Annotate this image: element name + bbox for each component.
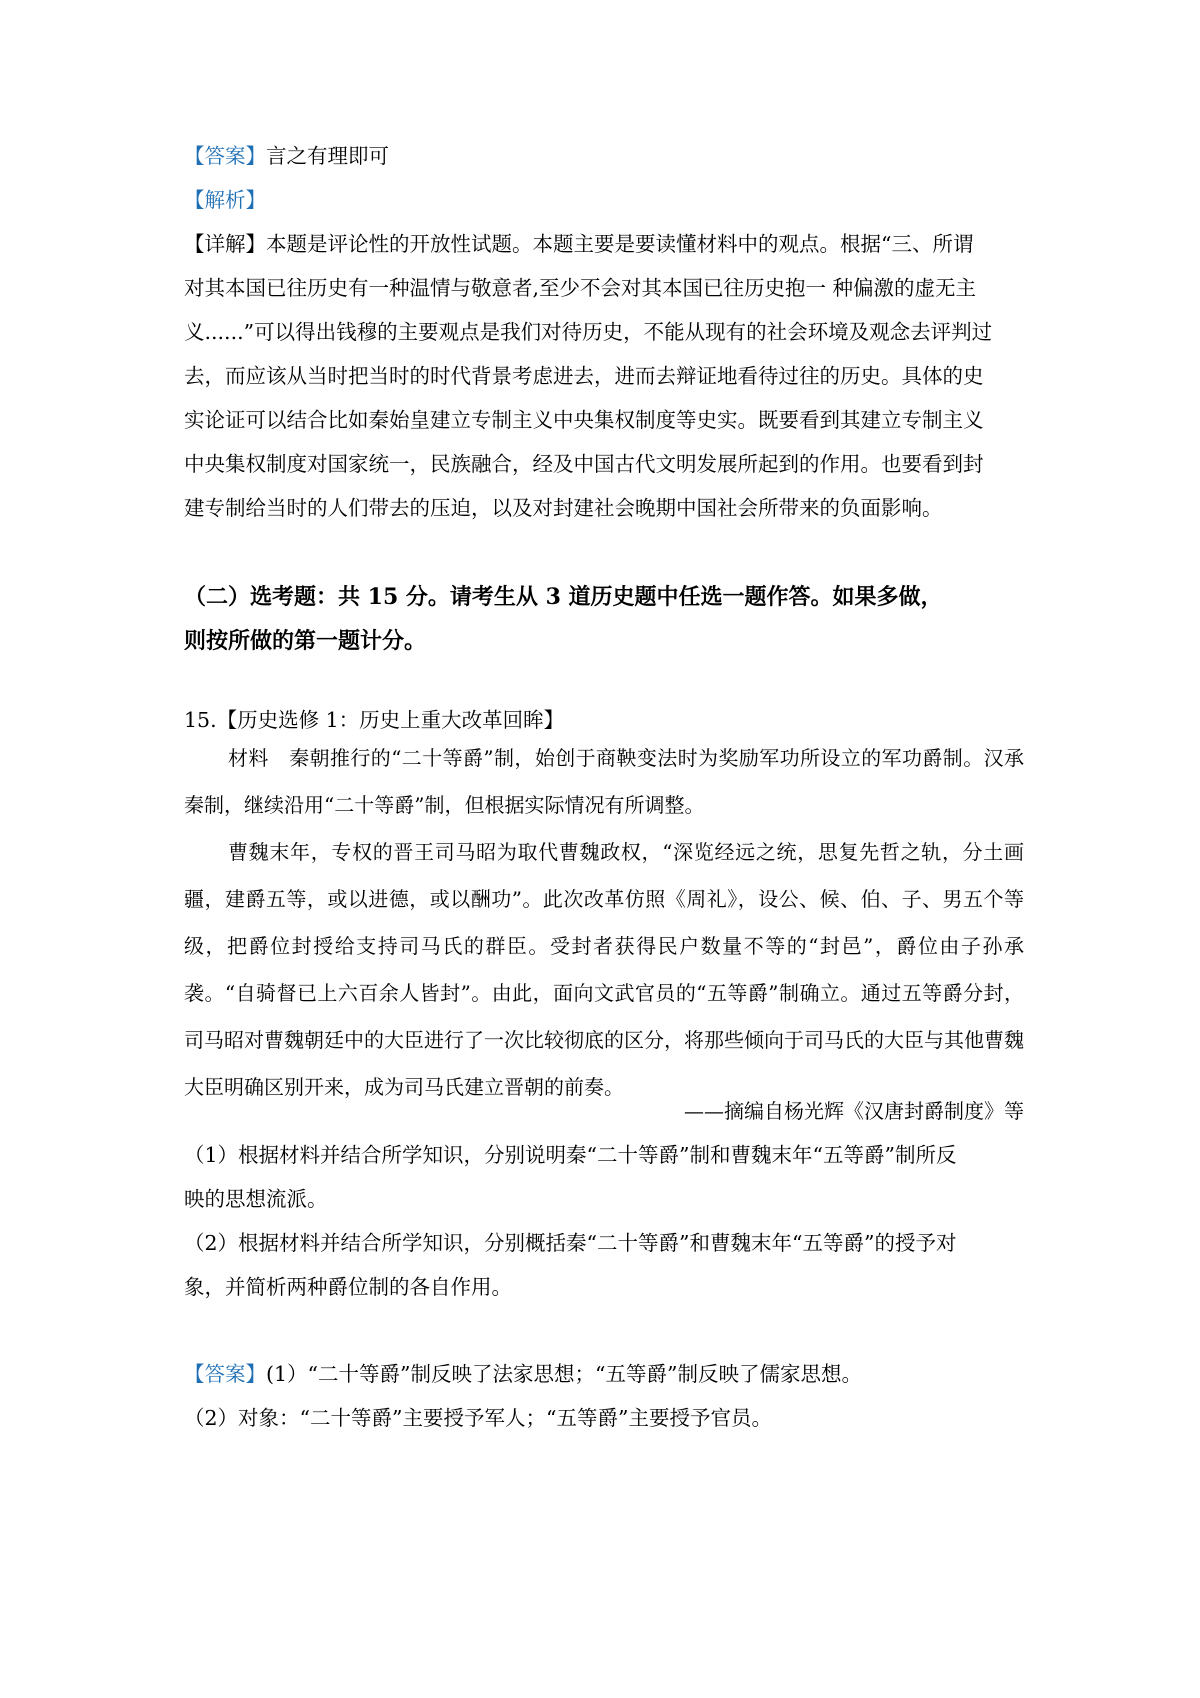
answer-15-line-1 [184,1360,1024,1388]
analysis-line [184,186,1024,214]
question-2-line: 象，并简析两种爵位制的各自作用。 [184,1275,512,1299]
material-block [184,735,1024,1111]
material-paragraph: 材料 秦朝推行的“二十等爵”制，始创于商鞅变法时为奖励军功所设立的军功爵制。汉承秦制，继续沿用“二十等爵”制，但根据实际情况有所调整。 [184,746,1024,817]
detail-line: 去，而应该从当时把当时的时代背景考虑进去，进而去辩证地看待过往的历史。具体的史 [184,364,984,388]
section-heading-line: 则按所做的第一题计分。 [184,628,427,654]
answer-15-text-1: (1）“二十等爵”制反映了法家思想；“五等爵”制反映了儒家思想。 [266,1362,862,1386]
answer-15-line-2: （2）对象：“二十等爵”主要授予军人；“五等爵”主要授予官员。 [184,1406,772,1430]
question-title: 15.【历史选修 1：历史上重大改革回眸】 [184,708,565,732]
detail-line: 实论证可以结合比如秦始皇建立专制主义中央集权制度等史实。既要看到其建立专制主义 [184,408,984,432]
detail-line: 对其本国已往历史有一种温情与敬意者,至少不会对其本国已往历史抱一 种偏激的虚无主 [184,276,977,300]
question-1-line: 映的思想流派。 [184,1187,328,1211]
detail-line: 中央集权制度对国家统一，民族融合，经及中国古代文明发展所起到的作用。也要看到封 [184,452,984,476]
section-heading [184,575,1024,663]
detail-line: 【详解】本题是评论性的开放性试题。本题主要是要读懂材料中的观点。根据“三、所谓 [184,232,974,256]
answer-tag: 【答案】 [184,1362,266,1386]
material-source: ——摘编自杨光辉《汉唐封爵制度》等 [684,1099,1024,1123]
answer-line [184,142,1024,170]
answer-tag: 【答案】 [184,144,266,168]
detail-line: 义......”可以得出钱穆的主要观点是我们对待历史，不能从现有的社会环境及观念去评判过 [184,320,993,344]
detail-line: 建专制给当时的人们带去的压迫，以及对封建社会晚期中国社会所带来的负面影响。 [184,496,943,520]
section-heading-line: （二）选考题：共 15 分。请考生从 3 道历史题中任选一题作答。如果多做， [184,584,943,610]
analysis-tag: 【解析】 [184,188,266,212]
material-paragraph: 曹魏末年，专权的晋王司马昭为取代曹魏政权，“深览经远之统，思复先哲之轨，分土画疆，建爵五等，或以进德，或以酬功”。此次改革仿照《周礼》，设公、候、伯、子、男五个等级，把爵位封授给支持司马氏的群臣。受封者获得民户数量不等的“封邑”，爵位由子孙承袭。“自骑督已上六百余人皆封”。由此，面向文武官员的“五等爵”制确立。通过五等爵分封，司马昭对曹魏朝廷中的大臣进行了一次比较彻底的区分，将那些倾向于司马氏的大臣与其他曹魏大臣明确区别开来，成为司马氏建立晋朝的前奏。 [184,840,1024,1099]
answer-text: 言之有理即可 [266,144,389,168]
question-1-line: （1）根据材料并结合所学知识，分别说明秦“二十等爵”制和曹魏末年“五等爵”制所反 [184,1143,957,1167]
question-2-line: （2）根据材料并结合所学知识，分别概括秦“二十等爵”和曹魏末年“五等爵”的授予对 [184,1231,957,1255]
